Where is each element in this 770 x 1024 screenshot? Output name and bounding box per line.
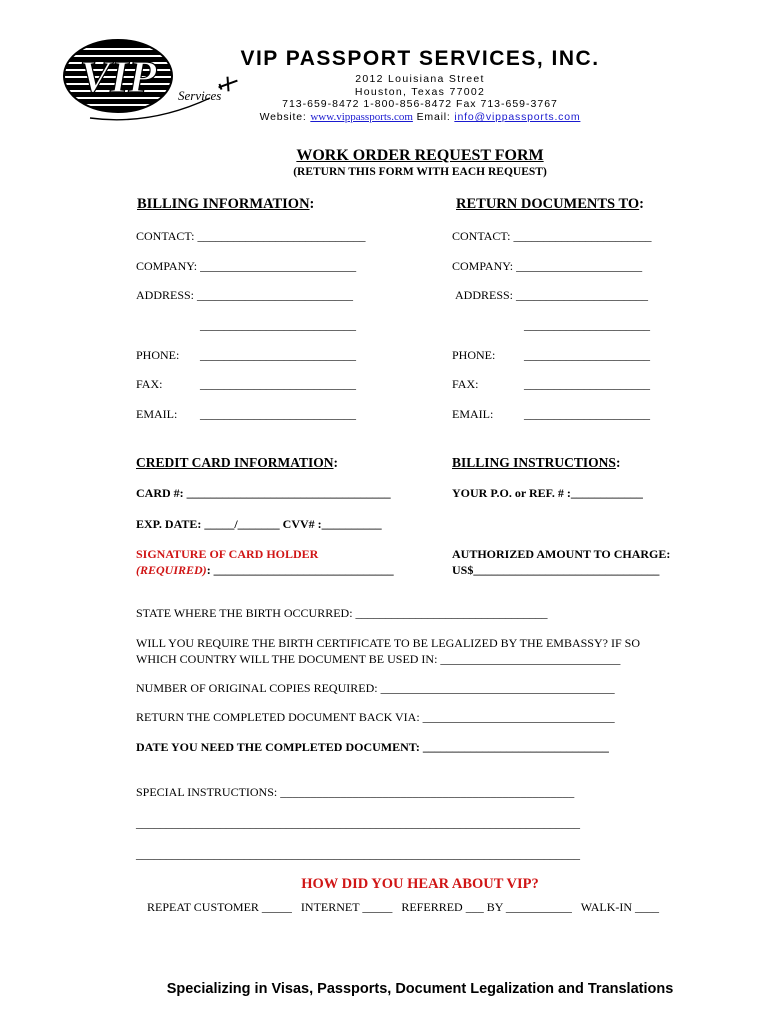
return-address2-field[interactable]: _____________________: [524, 318, 650, 332]
vip-logo: [60, 36, 250, 128]
billing-instructions-heading: BILLING INSTRUCTIONS:: [452, 455, 621, 470]
return-address-field[interactable]: ADDRESS: ______________________: [455, 288, 649, 302]
billing-company-field[interactable]: COMPANY: __________________________: [136, 259, 357, 273]
billing-email-field[interactable]: __________________________: [200, 407, 356, 421]
special-instructions-line-2[interactable]: __________________________________________________________________________: [136, 816, 580, 830]
date-needed-field[interactable]: DATE YOU NEED THE COMPLETED DOCUMENT: _______________________________: [136, 740, 609, 754]
form-title: WORK ORDER REQUEST FORM: [296, 147, 544, 164]
return-phone-label: PHONE:: [452, 348, 496, 362]
return-email-field[interactable]: _____________________: [524, 407, 650, 421]
website-link[interactable]: www.vippassports.com: [310, 111, 413, 123]
signature-line[interactable]: : ______________________________: [206, 563, 394, 577]
billing-email-label: EMAIL:: [136, 407, 178, 421]
contact-web-email: [225, 111, 615, 123]
email-link[interactable]: info@vippassports.com: [454, 111, 581, 123]
footer-tagline: Specializing in Visas, Passports, Document Legalization and Translations: [166, 981, 674, 997]
company-name: VIP PASSPORT SERVICES, INC.: [240, 47, 600, 70]
billing-phone-field[interactable]: __________________________: [200, 348, 356, 362]
po-ref-field[interactable]: YOUR P.O. or REF. # :____________: [452, 486, 643, 500]
svg-text:VIP: VIP: [79, 51, 157, 102]
return-email-label: EMAIL:: [452, 407, 494, 421]
return-phone-field[interactable]: _____________________: [524, 348, 650, 362]
signature-field[interactable]: [136, 563, 394, 578]
return-via-field[interactable]: RETURN THE COMPLETED DOCUMENT BACK VIA: ________________________________: [136, 710, 615, 724]
hear-about-options[interactable]: REPEAT CUSTOMER _____ INTERNET _____ REFERRED ___ BY ___________ WALK-IN ____: [147, 900, 660, 914]
birth-state-field[interactable]: STATE WHERE THE BIRTH OCCURRED: ________________________________: [136, 606, 548, 620]
billing-contact-field[interactable]: CONTACT: ____________________________: [136, 229, 366, 243]
svg-text:Services: Services: [178, 88, 222, 103]
copies-required-field[interactable]: NUMBER OF ORIGINAL COPIES REQUIRED: _______________________________________: [136, 681, 615, 695]
phone-numbers: 713-659-8472 1-800-856-8472 Fax 713-659-3767: [282, 98, 558, 110]
return-company-field[interactable]: COMPANY: _____________________: [452, 259, 643, 273]
credit-card-heading: CREDIT CARD INFORMATION:: [136, 455, 339, 470]
legalization-country-field[interactable]: WHICH COUNTRY WILL THE DOCUMENT BE USED IN: ______________________________: [136, 652, 621, 666]
website-label: Website:: [259, 111, 307, 123]
signature-label: SIGNATURE OF CARD HOLDER: [136, 547, 319, 561]
special-instructions-line-3[interactable]: __________________________________________________________________________: [136, 847, 580, 861]
form-subtitle: (RETURN THIS FORM WITH EACH REQUEST): [293, 166, 547, 178]
legalization-question: WILL YOU REQUIRE THE BIRTH CERTIFICATE TO BE LEGALIZED BY THE EMBASSY? IF SO: [136, 636, 640, 650]
street-address: 2012 Louisiana Street: [355, 73, 485, 85]
hear-about-heading: HOW DID YOU HEAR ABOUT VIP?: [301, 876, 539, 892]
city-address: Houston, Texas 77002: [354, 86, 486, 98]
return-fax-field[interactable]: _____________________: [524, 377, 650, 391]
required-label: (REQUIRED): [136, 563, 207, 577]
authorized-amount-label: AUTHORIZED AMOUNT TO CHARGE:: [452, 547, 671, 561]
billing-heading: BILLING INFORMATION:: [137, 196, 315, 212]
return-fax-label: FAX:: [452, 377, 479, 391]
billing-address2-field[interactable]: __________________________: [200, 318, 356, 332]
return-docs-heading: RETURN DOCUMENTS TO:: [456, 196, 645, 212]
billing-address-field[interactable]: ADDRESS: __________________________: [136, 288, 354, 302]
special-instructions-field[interactable]: SPECIAL INSTRUCTIONS: _________________________________________________: [136, 785, 575, 799]
authorized-amount-field[interactable]: US$_______________________________: [452, 563, 660, 577]
billing-phone-label: PHONE:: [136, 348, 180, 362]
billing-fax-label: FAX:: [136, 377, 163, 391]
billing-fax-field[interactable]: __________________________: [200, 377, 356, 391]
return-contact-field[interactable]: CONTACT: _______________________: [452, 229, 652, 243]
exp-cvv-field[interactable]: EXP. DATE: _____/_______ CVV# :__________: [136, 517, 382, 531]
card-number-field[interactable]: CARD #: __________________________________: [136, 486, 391, 500]
email-label: Email:: [416, 111, 451, 123]
